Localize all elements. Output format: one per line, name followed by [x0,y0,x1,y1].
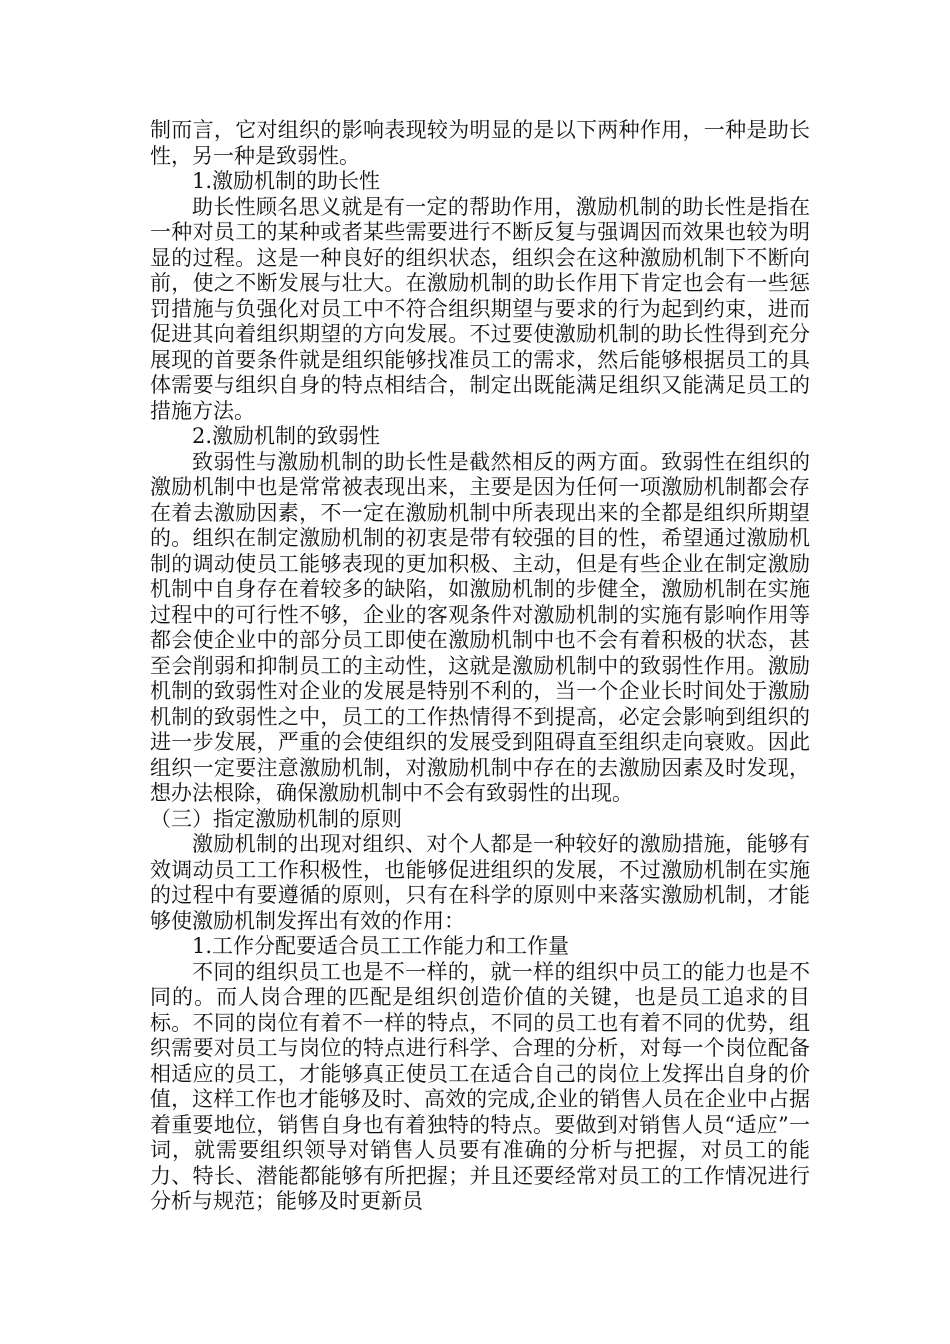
paragraph-weakening: 致弱性与激励机制的助长性是截然相反的两方面。致弱性在组织的激励机制中也是常常被表现出来，主要是因为任何一项激励机制都会存在着去激励因素，不一定在激励机制中所表现出来的全都是组织所期望的。组织在制定激励机制的初衷是带有较强的目的性，希望通过激励机制的调动使员工能够表现的更加积极、主动，但是有些企业在制定激励机制中自身存在着较多的缺陷，如激励机制的步健全，激励机制在实施过程中的可行性不够，企业的客观条件对激励机制的实施有影响作用等都会使企业中的部分员工即使在激励机制中也不会有着积极的状态，甚至会削弱和抑制员工的主动性，这就是激励机制中的致弱性作用。激励机制的致弱性对企业的发展是特别不利的，当一个企业长时间处于激励机制的致弱性之中，员工的工作热情得不到提高，必定会影响到组织的进一步发展，严重的会使组织的发展受到阻碍直至组织走向衰败。因此组织一定要注意激励机制，对激励机制中存在的去激励因素及时发现，想办法根除，确保激励机制中不会有致弱性的出现。 [150,449,810,805]
paragraph-work-allocation: 不同的组织员工也是不一样的，就一样的组织中员工的能力也是不同的。而人岗合理的匹配是组织创造价值的关键，也是员工追求的目标。不同的岗位有着不一样的特点，不同的员工也有着不同的优势，组织需要对员工与岗位的特点进行科学、合理的分析，对每一个岗位配备相适应的员工，才能够真正使员工在适合自己的岗位上发挥出自身的价值，这样工作也才能够及时、高效的完成,企业的销售人员在企业中占据着重要地位，销售自身也有着独特的特点。要做到对销售人员“适应”一词，就需要组织领导对销售人员要有准确的分析与把握，对员工的能力、特长、潜能都能够有所把握；并且还要经常对员工的工作情况进行分析与规范；能够及时更新员 [150,959,810,1213]
paragraph-promotion: 助长性顾名思义就是有一定的帮助作用，激励机制的助长性是指在一种对员工的某种或者某些需要进行不断反复与强调因而效果也较为明显的过程。这是一种良好的组织状态，组织会在这种激励机制下不断向前，使之不断发展与壮大。在激励机制的助长作用下肯定也会有一些惩罚措施与负强化对员工中不符合组织期望与要求的行为起到约束，进而促进其向着组织期望的方向发展。不过要使激励机制的助长性得到充分展现的首要条件就是组织能够找准员工的需求，然后能够根据员工的具体需要与组织自身的特点相结合，制定出既能满足组织又能满足员工的措施方法。 [150,194,810,423]
subheading-promotion: 1.激励机制的助长性 [192,169,381,193]
paragraph-principles: 激励机制的出现对组织、对个人都是一种较好的激励措施，能够有效调动员工工作积极性，也能够促进组织的发展，不过激励机制在实施的过程中有要遵循的原则，只有在科学的原则中来落实激励机制，才能够使激励机制发挥出有效的作用： [150,832,810,933]
paragraph-intro: 制而言，它对组织的影响表现较为明显的是以下两种作用，一种是助长性，另一种是致弱性。 [150,118,810,168]
document-body [150,118,810,1215]
section-heading-principles: （三）指定激励机制的原则 [150,806,402,831]
subheading-work-allocation: 1.工作分配要适合员工工作能力和工作量 [192,934,570,958]
subheading-weakening: 2.激励机制的致弱性 [192,424,381,448]
